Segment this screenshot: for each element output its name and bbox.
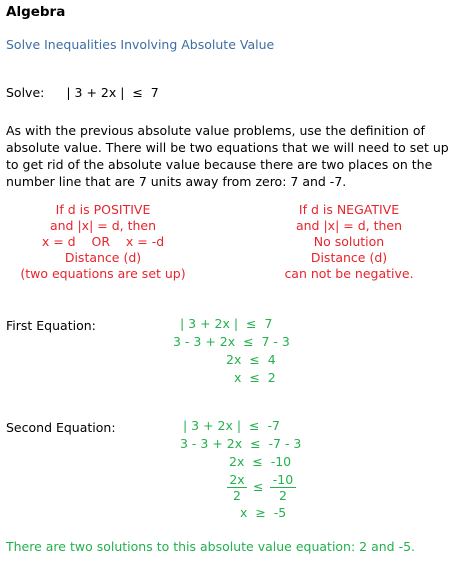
- case-positive-line: x = d OR x = -d: [41, 234, 165, 249]
- fraction-operator: ≤: [253, 479, 264, 494]
- case-positive-line: If d is POSITIVE: [55, 202, 151, 217]
- page-title: Algebra: [6, 4, 66, 20]
- case-negative-line: can not be negative.: [284, 266, 414, 281]
- fraction-left-denominator: 2: [233, 488, 241, 503]
- equation-step: 2x ≤ 4: [226, 352, 276, 367]
- case-positive-line: (two equations are set up): [20, 266, 186, 281]
- case-negative-line: No solution: [313, 234, 385, 249]
- equation-step: | 3 + 2x | ≤ 7: [180, 316, 273, 331]
- lesson-subtitle: Solve Inequalities Involving Absolute Value: [6, 37, 275, 52]
- fraction-left: [227, 472, 247, 503]
- problem-label: Solve:: [6, 85, 45, 100]
- equation-step: 3 - 3 + 2x ≤ 7 - 3: [173, 334, 290, 349]
- fraction-right-denominator: 2: [279, 488, 287, 503]
- problem-statement: [6, 85, 159, 100]
- equation-step: | 3 + 2x | ≤ -7: [183, 418, 280, 433]
- equation-step: 3 - 3 + 2x ≤ -7 - 3: [180, 436, 302, 451]
- conclusion-text: There are two solutions to this absolute value equation: 2 and -5.: [6, 539, 416, 554]
- equation-step: x ≥ -5: [240, 505, 287, 520]
- case-negative-line: Distance (d): [310, 250, 388, 265]
- first-equation-label: First Equation:: [6, 318, 96, 333]
- case-negative: [260, 202, 438, 282]
- case-negative-line: If d is NEGATIVE: [298, 202, 400, 217]
- equation-step: 2x ≤ -10: [229, 454, 292, 469]
- equation-step: x ≤ 2: [234, 370, 276, 385]
- case-positive: [8, 202, 198, 282]
- second-equation-label: Second Equation:: [6, 420, 116, 435]
- fraction-left-numerator: 2x: [227, 472, 247, 488]
- problem-expression: | 3 + 2x | ≤ 7: [66, 85, 159, 100]
- case-positive-line: Distance (d): [64, 250, 142, 265]
- intro-paragraph: As with the previous absolute value problems, use the definition of absolute value. There will be two equations that we will need to set up to get rid of the absolute value because there are two places on the number line that are 7 units away from zero: 7 and -7.: [6, 123, 449, 189]
- case-positive-line: and |x| = d, then: [49, 218, 157, 233]
- case-negative-line: and |x| = d, then: [295, 218, 403, 233]
- fraction-right: [270, 472, 296, 503]
- fraction-right-numerator: -10: [270, 472, 296, 488]
